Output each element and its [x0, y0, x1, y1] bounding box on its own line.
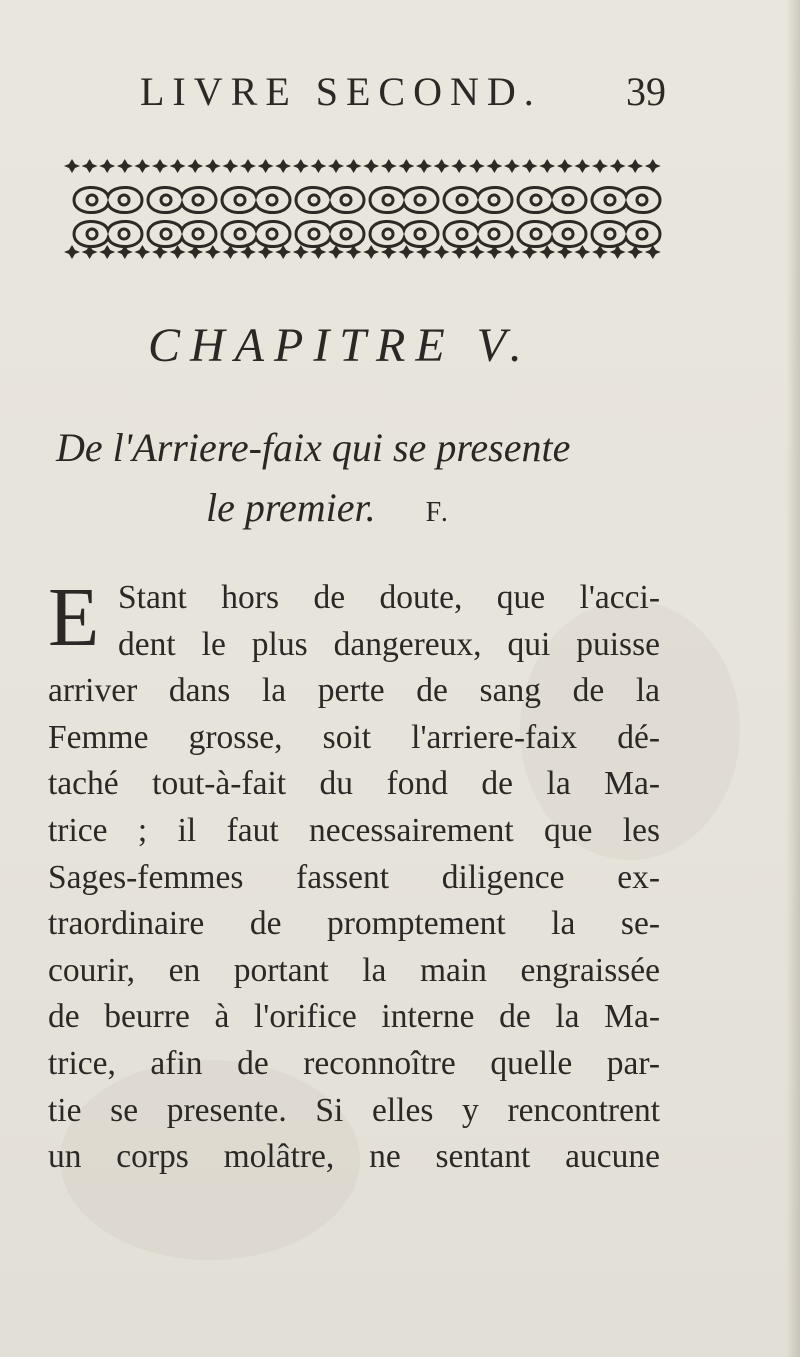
- body-text: [48, 571, 660, 1181]
- printers-ornament-band: [62, 148, 674, 270]
- scroll-ornament: [444, 187, 512, 212]
- text-line: Femme grosse, soit l'arriere-faix dé-: [48, 718, 660, 756]
- fleuron-ornament: [363, 159, 379, 173]
- fleuron-ornament: [170, 159, 186, 173]
- scroll-ornament: [296, 187, 364, 212]
- scroll-ornament: [74, 187, 142, 212]
- scroll-ornament: [592, 221, 660, 246]
- drop-capital: E: [48, 571, 100, 664]
- fleuron-ornament: [398, 245, 414, 259]
- scroll-ornament: [222, 187, 290, 212]
- fleuron-ornament: [381, 159, 397, 173]
- fleuron-ornament: [82, 159, 98, 173]
- scroll-ornament: [518, 187, 586, 212]
- text-line: trice, afin de reconnoître quelle par-: [48, 1044, 660, 1082]
- fleuron-ornament: [469, 245, 485, 259]
- fleuron-ornament: [522, 159, 538, 173]
- fleuron-ornament: [205, 245, 221, 259]
- fleuron-ornament: [134, 159, 150, 173]
- fleuron-ornament: [539, 159, 555, 173]
- fleuron-ornament: [504, 159, 520, 173]
- scroll-ornament: [444, 221, 512, 246]
- subtitle-line-2-wrapper: [56, 478, 696, 543]
- scroll-ornament: [296, 221, 364, 246]
- fleuron-ornament: [187, 159, 203, 173]
- fleuron-ornament: [469, 159, 485, 173]
- fleuron-ornament: [222, 159, 238, 173]
- text-line: tie se presente. Si elles y rencontrent: [48, 1091, 660, 1129]
- chapter-subtitle: [56, 418, 696, 543]
- scroll-ornament: [370, 187, 438, 212]
- signature-mark: F.: [425, 497, 450, 528]
- fleuron-ornament: [275, 159, 291, 173]
- text-line: un corps molâtre, ne sentant aucune: [48, 1138, 660, 1176]
- subtitle-line-2: le premier.: [206, 485, 376, 530]
- text-line: taché tout-à-fait du fond de la Ma-: [48, 765, 660, 803]
- scroll-ornament: [148, 187, 216, 212]
- fleuron-ornament: [574, 159, 590, 173]
- scroll-ornament: [592, 187, 660, 212]
- fleuron-ornament: [574, 245, 590, 259]
- fleuron-ornament: [346, 159, 362, 173]
- fleuron-ornament: [557, 159, 573, 173]
- text-line: courir, en portant la main engraissée: [48, 951, 660, 989]
- text-line: dent le plus dangereux, qui puisse: [118, 625, 660, 663]
- running-head: [140, 66, 670, 126]
- fleuron-ornament: [293, 159, 309, 173]
- fleuron-ornament: [64, 159, 80, 173]
- fleuron-ornament: [99, 245, 115, 259]
- fleuron-ornament: [592, 159, 608, 173]
- text-line: arriver dans la perte de sang de la: [48, 672, 660, 710]
- fleuron-ornament: [152, 159, 168, 173]
- text-line: de beurre à l'orifice interne de la Ma-: [48, 998, 660, 1036]
- text-line: traordinaire de promptement la se-: [48, 905, 660, 943]
- fleuron-ornament: [434, 159, 450, 173]
- fleuron-ornament: [416, 159, 432, 173]
- scroll-ornament: [370, 221, 438, 246]
- running-title: LIVRE SECOND.: [140, 69, 542, 114]
- page-edge-shadow: [786, 0, 800, 1357]
- fleuron-ornament: [486, 159, 502, 173]
- fleuron-ornament: [258, 159, 274, 173]
- fleuron-ornament: [134, 245, 150, 259]
- fleuron-ornament: [205, 159, 221, 173]
- fleuron-ornament: [363, 245, 379, 259]
- fleuron-ornament: [310, 159, 326, 173]
- text-line: trice ; il faut necessairement que les: [48, 811, 660, 849]
- fleuron-ornament: [398, 159, 414, 173]
- fleuron-ornament: [434, 245, 450, 259]
- chapter-heading: CHAPITRE V.: [148, 319, 532, 372]
- fleuron-ornament: [64, 245, 80, 259]
- text-line: Sages-femmes fassent diligence ex-: [48, 858, 660, 896]
- text-line: Stant hors de doute, que l'acci-: [118, 579, 660, 616]
- subtitle-line-1: De l'Arriere-faix qui se presente: [56, 425, 571, 470]
- fleuron-ornament: [610, 159, 626, 173]
- fleuron-ornament: [451, 159, 467, 173]
- fleuron-ornament: [645, 159, 661, 173]
- fleuron-ornament: [328, 159, 344, 173]
- scroll-ornament: [148, 221, 216, 246]
- fleuron-ornament: [99, 159, 115, 173]
- fleuron-ornament: [117, 159, 133, 173]
- page-number: 39: [626, 69, 666, 114]
- fleuron-ornament: [240, 159, 256, 173]
- scroll-ornament: [74, 221, 142, 246]
- fleuron-ornament: [627, 159, 643, 173]
- scroll-ornament: [222, 221, 290, 246]
- fleuron-ornament: [504, 245, 520, 259]
- scroll-ornament: [518, 221, 586, 246]
